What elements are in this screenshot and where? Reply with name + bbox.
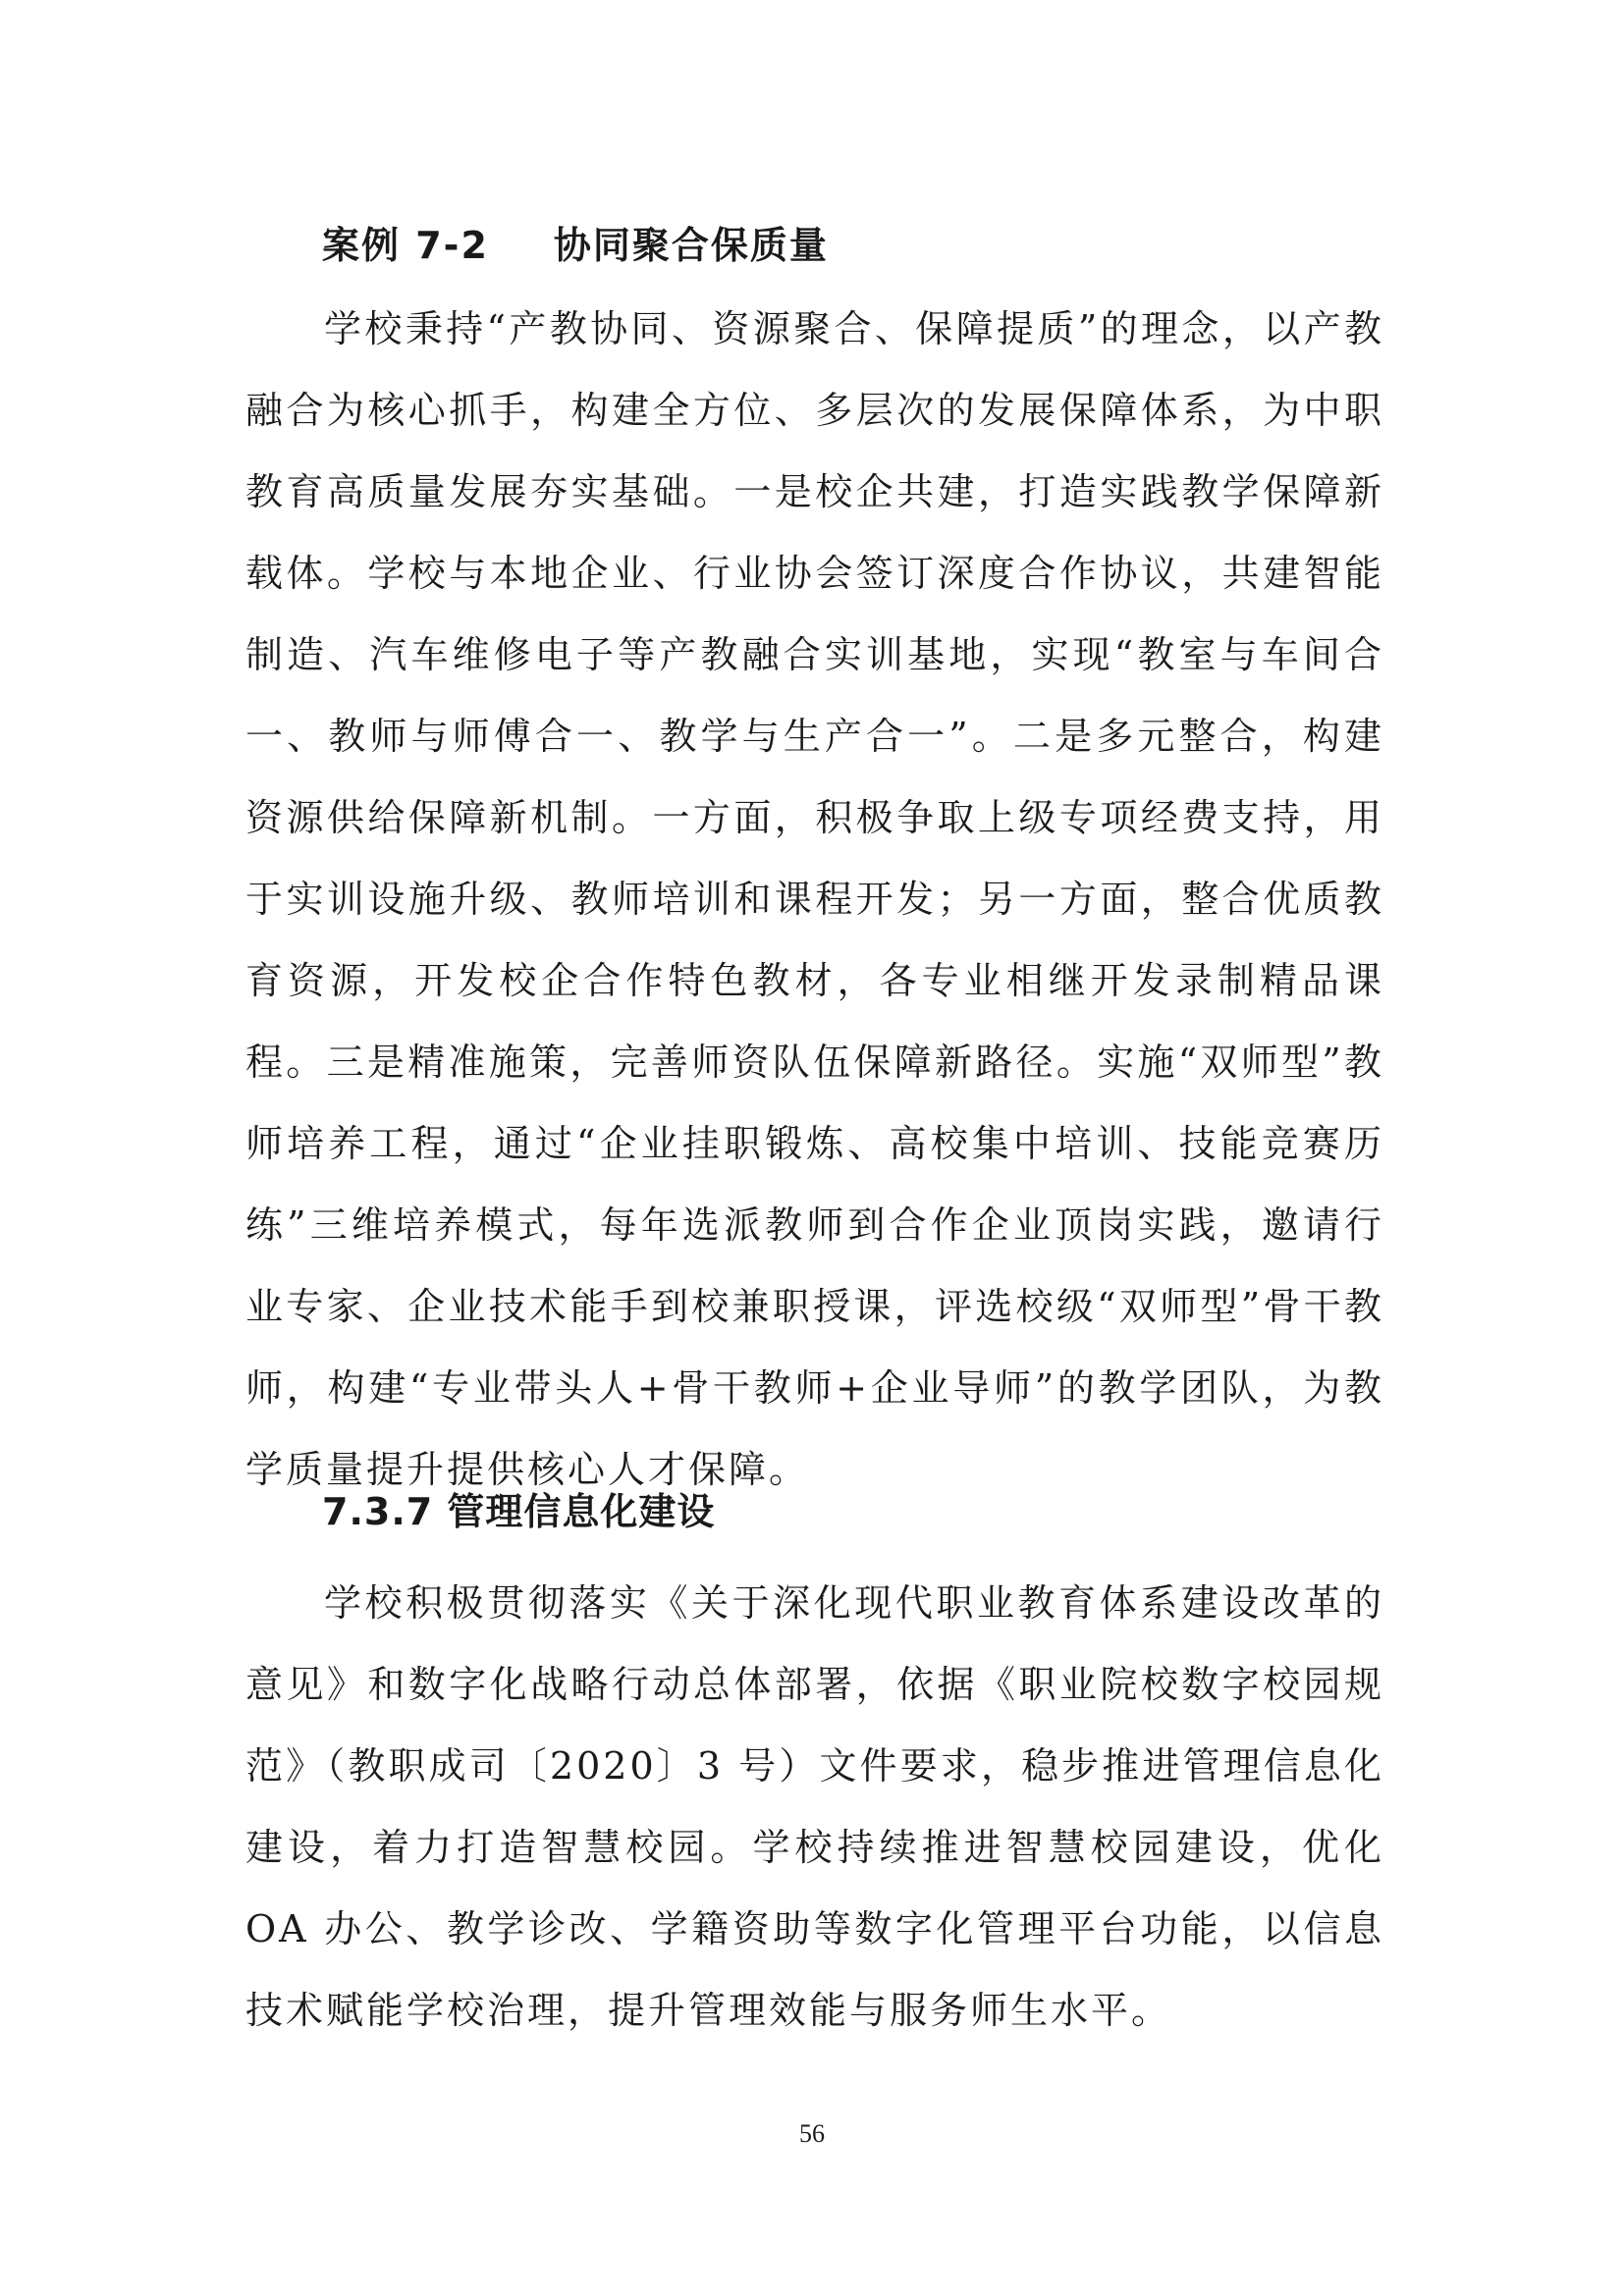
case-label: 案例 7-2 — [322, 224, 489, 267]
section-body — [245, 1563, 1384, 2052]
section-paragraph: 学校积极贯彻落实《关于深化现代职业教育体系建设改革的意见》和数字化战略行动总体部署，依据《职业院校数字校园规范》（教职成司〔2020〕3 号）文件要求，稳步推进管理信息化建设，着力打造智慧校园。学校持续推进智慧校园建设，优化 OA 办公、教学诊改、学籍资助等数字化管理平台功能，以信息技术赋能学校治理，提升管理效能与服务师生水平。 — [245, 1581, 1384, 2032]
case-paragraph: 学校秉持“产教协同、资源聚合、保障提质”的理念，以产教融合为核心抓手，构建全方位、多层次的发展保障体系，为中职教育高质量发展夯实基础。一是校企共建，打造实践教学保障新载体。学校与本地企业、行业协会签订深度合作协议，共建智能制造、汽车维修电子等产教融合实训基地，实现“教室与车间合一、教师与师傅合一、教学与生产合一”。二是多元整合，构建资源供给保障新机制。一方面，积极争取上级专项经费支持，用于实训设施升级、教师培训和课程开发；另一方面，整合优质教育资源，开发校企合作特色教材，各专业相继开发录制精品课程。三是精准施策，完善师资队伍保障新路径。实施“双师型”教师培养工程，通过“企业挂职锻炼、高校集中培训、技能竞赛历练”三维培养模式，每年选派教师到合作企业顶岗实践，邀请行业专家、企业技术能手到校兼职授课，评选校级“双师型”骨干教师，构建“专业带头人+骨干教师+企业导师”的教学团队，为教学质量提升提供核心人才保障。 — [245, 307, 1384, 1491]
case-heading — [322, 218, 829, 273]
page-number: 56 — [799, 2119, 825, 2148]
section-heading: 7.3.7 管理信息化建设 — [322, 1490, 716, 1533]
case-body — [245, 289, 1384, 1511]
case-title: 协同聚合保质量 — [553, 224, 829, 267]
